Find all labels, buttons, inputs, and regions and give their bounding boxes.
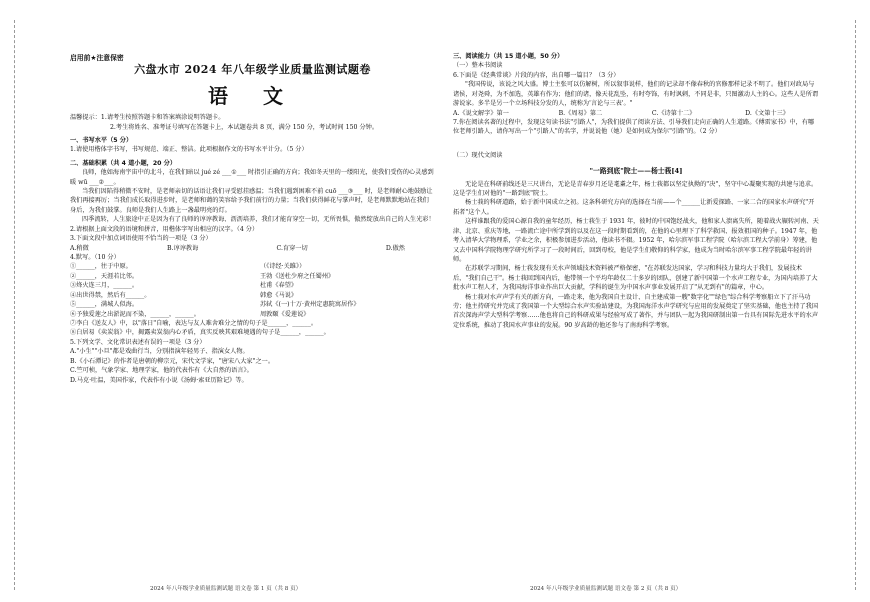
article-para: 在苏联学习期间，杨士莪发现有关水声领域技术资料被严格保密，"在苏联发达国家，学习和科技力量均大于我们，发展技术后，"我们自己干"。杨士莪回到国内后，他带领一个平均年龄仅二十多岁的团队，创建了新中国第一个水声工程专业，为国内培养了大批水声工程人才，为我国海洋事业作出巨大贡献，学科的诞生为中国水声事业发展开启了"从无到有"的篇章，中心。 [453,265,818,292]
poem-line: ②______，天涯若比邻。 王勃《送杜少府之任蜀州》 [70,272,335,280]
question-4: 4.默写。（10 分） [70,254,120,262]
footer-left: 2024 年八年级学业质量监测试题 语文卷 第 1 页（共 8 页） [150,586,302,592]
option-c: C.《诗第十二》 [651,109,696,117]
passage-para-1: 良师，他如海南宇宙中的北斗，在我们暗以 jué zé ___①___ 时指引正确的方向；我如冬天里的一缕阳光，使我们受伤的心灵感到暖 wū ___②___。 [70,169,434,186]
question-6: 6.下面是《经典常谈》片段的内容，出自哪一篇目？（3 分） [453,71,620,79]
passage-para-2: 当我们因陷得稍微不安时，是老师亲切的话语让我们寻受慰挂感温；当我们遇到困难不前 cuō ___③___ 时，是老师耐心地鼓励让我们再接再厉；当我们成长取得进步时，是老师和蔼的笑容给予我们前行的力量；当我们获得鲜花与掌声时，是老师默默地站在我们身后，为我们鼓掌。良师是我们人生路上一盏最明亮的灯。 [70,188,433,214]
question-5: 5.下列文学、文化常识表述有误的一项是（3 分） [70,338,206,346]
poem-line: ⑤______，满城人似海。 苏轼《(一)十万·黄州定惠院寓居作》 [70,301,360,309]
question-1: 1.请使用楷体字书写，书写规范、端正、整洁。此项根据作文的书写水平计分。（5 分） [70,146,308,154]
footer-right: 2024 年八年级学业质量监测试题 语文卷 第 2 页（共 8 页） [530,586,682,592]
question-3-options [70,244,435,253]
option-c: C.育穿一切 [276,244,308,252]
binding-line-left [14,20,15,590]
article-para: 杨士莪的科研道路，始于新中国成立之初。这条科研究方向的选择在当前——个______让新爱探路、一家二合的国家水声研究"开拓者"这个人。 [453,199,815,216]
q5-option-a: A."小生""小旦"都是戏曲行当，分别指演年轻男子、指演女人物。 [70,348,249,356]
article-para: 无论是在科研前线还是三尺讲台，无论是青春岁月还是耄耋之年，杨士莪都以坚定执拗的"决"，坚守中心凝聚实现的共建与追求。这是学生们对他的"一路到底"院士。 [453,180,818,197]
q5-option-b: B.《小石潭记》的作者是唐朝的柳宗元，宋代文学家，"唐宋八大家"之一。 [70,357,275,365]
question-6-options [453,109,819,118]
poem-8: ⑧白居易《卖炭翁》中，揭露卖炭翁内心矛盾，真实反映其艰难境遇的句子是______，______。 [70,329,330,337]
part-1-label: （一）整本书阅读 [453,62,503,70]
right-column [453,40,819,330]
question-3: 3.下面文段中加点词语使用不恰当的一项是（3 分） [70,235,212,243]
poem-7: ⑦李白《送友人》中，以"落日"自喻，表达与友人难舍难分之情的句子是______，______。 [70,319,318,327]
note-1: 温馨提示：1.请考生按照答题卡和答案填涂说明答题卡。 [70,114,225,122]
option-d: D.傲然 [385,244,405,252]
exam-subject: 语 文 [208,83,297,108]
poem-line: ③烽火连三月，______。 杜甫《春望》 [70,282,298,290]
article-para: 杨士莪对水声声学有关的新方向，一路走来，他为我国自主设计、自主建成第一艘"数字化""绿色"综合科学考察船立下了汗马功劳；他主持研究并完成了我国第一个大型综合水声实验站建设，为我国海洋水声学研究与应用的发展奠定了坚实基础，他也主持了我国首次深海声学大型科学考察……他也将自己的科研成果与经验写成了著作，并与团队一起为我国研制出第一台具有国际先进水平的水声定位系统，推动了我国水声事业的发展。90 岁高龄的他还参与了南海科学考察。 [453,293,819,329]
option-b: B.谆谆教诲 [167,244,199,252]
question-7: 7.你在阅读名著的过程中，发现这句读书法"引路人"，为我们提供了阅读方法、引导我们走向正确的人生道路。《傅雷家书》中，有哪位老师引路人，请你写出一个"引路人"的名字，并说说他（她）是如何成为保尔"引路"的。（2 分） [453,118,815,136]
section3-heading: 三、阅读能力（共 15 道小题，50 分） [453,53,564,60]
q5-option-c: C.竺可桢，气象学家、地理学家，他的代表作有《大自然的语言》。 [70,367,253,375]
poem-line: ⑥予独爱莲之出淤泥而不染，______，______。 周敦颐《爱莲说》 [70,310,310,318]
binding-line-right [855,20,856,590]
note-2: 2.考生将姓名、准考证号填写在答题卡上，本试题卷共 8 页，满分 150 分，考试时间 150 分钟。 [110,123,379,131]
article-title: "一路到底"院士——杨士莪[4] [589,167,683,176]
article-para: 这样谁跟我的爱国心源自我的童年经历，杨士莪生于 1931 年，彼时的中国饱经战火，他和家人溃离失所，随着战火辗转河南、天津、北京、重庆等地，一路流亡途中所学到的以及在这一段时期看到的，在他的心里埋下了科学救国、报效祖国的种子。1947 年，他考入清华大学物理系，学业之余，积极参加进步活动，他读书不辍。1952 年，哈尔滨军事工程学院（哈尔滨工程大学前身）筹建，他又去中国科学院物理学研究所学习了一段时间后，回到母校，他是学生们敬仰的科学家，他成为当时哈尔滨军事工程学院最年轻的讲师。 [453,218,819,263]
section1-heading: 一、书写水平（5 分） [70,136,133,144]
poem-line: ④出世得禁，然后有______。 韩愈《马说》 [70,291,298,299]
left-column [70,40,435,385]
section2-heading: 二、基础积累（共 4 道小题，20 分） [70,159,177,167]
option-d: D.《文第十三》 [745,109,789,117]
q6-quote: "我国传说，该说之风大盛。博士主张可以仿解树，所以叙事说样，他们的记录却不像春秋的官修那样记录不明了。他们对政局与诸侯，对尧舜，为不加选，英雄有作为；他们的诸，像天花乱坠，有时夸饰，有时讽刺，不同是非，只图激动人主的心。这些人是所谓游说家。多半是另一个立场科技分发的人，统称为'言论与三表'。" [453,81,819,108]
exam-title: 六盘水市 2024 年八年级学业质量监测试题卷 [134,63,371,76]
poem-line: ①______，往于中原。 （《诗经·关雎》） [70,263,306,271]
question-2: 2.请根据上面文段的语境和拼音，用楷体字写出相应的汉字。（4 分） [70,225,259,233]
option-a: A.稍微 [70,244,89,252]
option-b: B.《周易》第二 [558,109,603,117]
option-a: A.《说文解字》第一 [453,109,509,117]
part-2-label: （二）现代文阅读 [453,151,503,159]
confidential-mark: 启用前★注意保密 [70,54,124,62]
passage-para-3: 四季流转，人生旅途中正是因为有了良师的谆谆教诲、沥沥培养，我们才能育穿空一切，无所畏惧，傲然绽放出自己的人生光彩！ [82,216,435,224]
q5-option-d: D.马克·吐温，美国作家，代表作有小说《汤姆·索亚历险记》等。 [70,376,248,384]
